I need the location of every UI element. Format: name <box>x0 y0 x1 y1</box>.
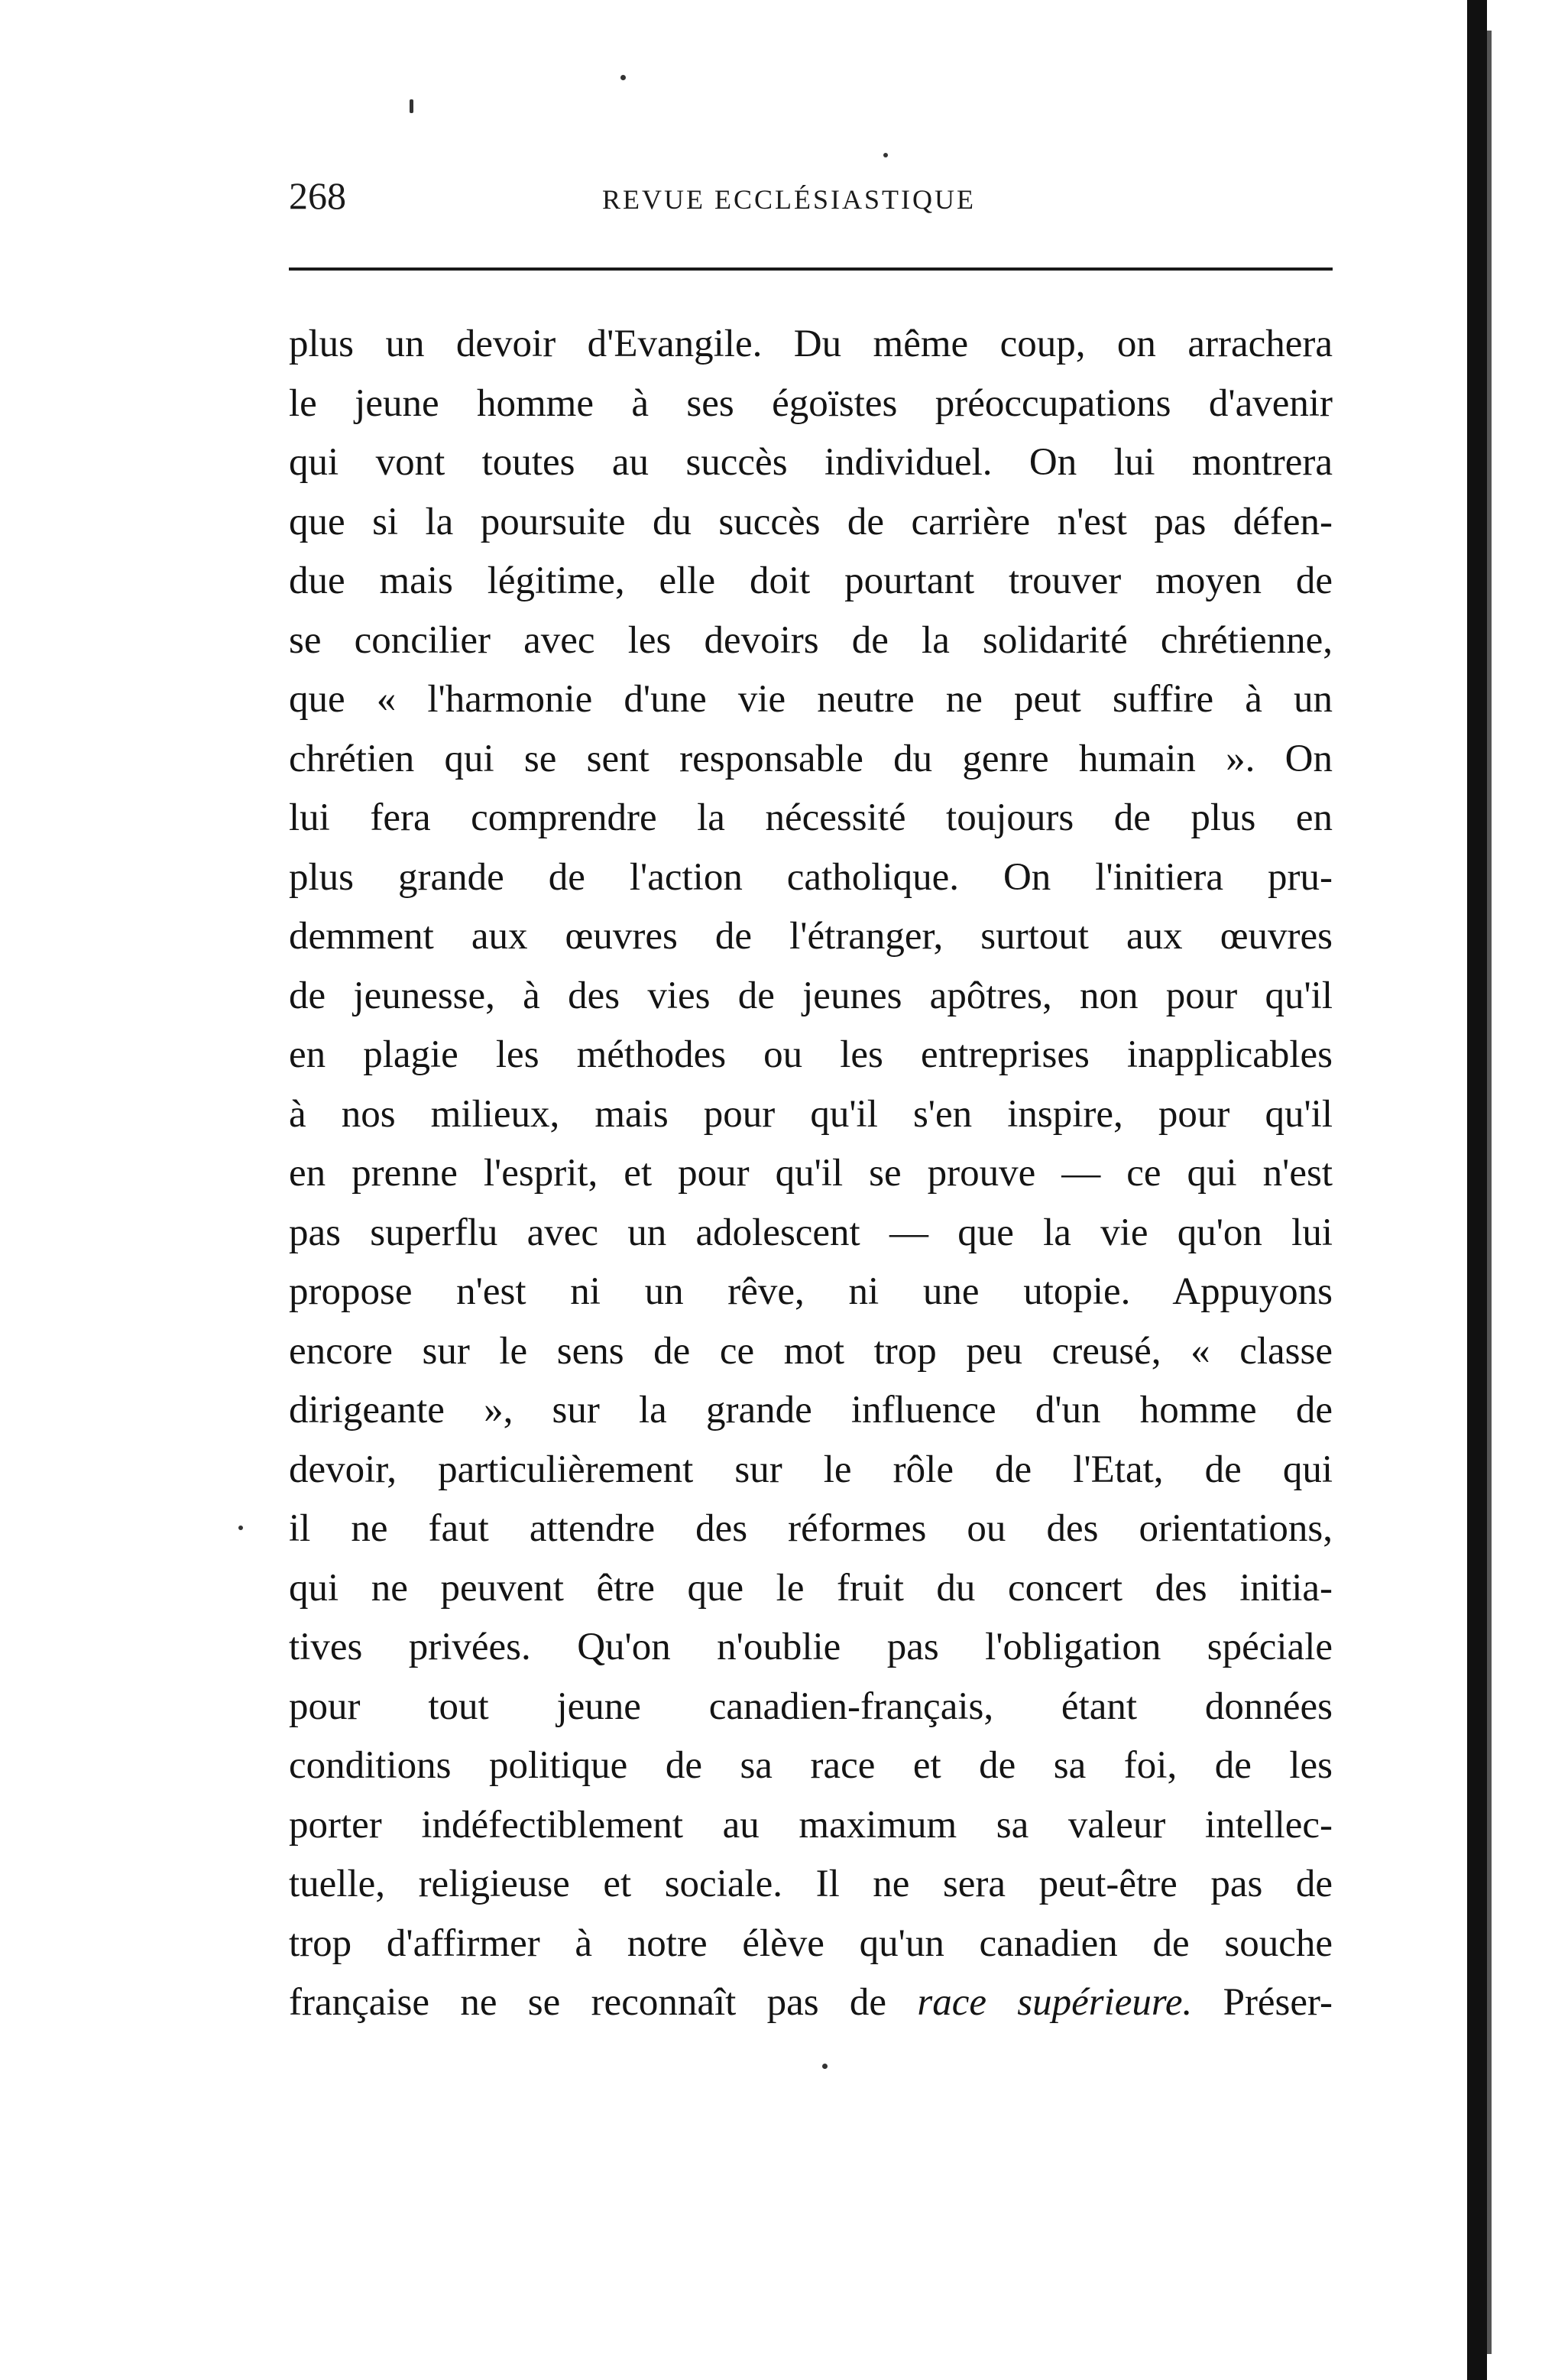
text-line: que si la poursuite du succès de carrière n'est pas défen- <box>289 500 1333 543</box>
text-line: qui ne peuvent être que le fruit du concert des initia- <box>289 1566 1333 1610</box>
running-title: REVUE ECCLÉSIASTIQUE <box>602 184 976 215</box>
text-line: de jeunesse, à des vies de jeunes apôtres, non pour qu'il <box>289 974 1333 1017</box>
text-line: dirigeante », sur la grande influence d'un homme de <box>289 1389 1333 1432</box>
text-line: porter indéfectiblement au maximum sa valeur intellec- <box>289 1803 1333 1847</box>
last-line-end: Préser- <box>1192 1981 1333 2024</box>
text-line: demment aux œuvres de l'étranger, surtout aux œuvres <box>289 915 1333 958</box>
page-number: 268 <box>289 174 346 217</box>
text-line: il ne faut attendre des réformes ou des orientations, <box>289 1507 1333 1550</box>
header-rule <box>289 268 1333 271</box>
text-line: tuelle, religieuse et sociale. Il ne sera peut-être pas de <box>289 1863 1333 1905</box>
scan-edge-shadow-inner <box>1487 31 1492 2354</box>
text-line: chrétien qui se sent responsable du genre humain ». On <box>289 737 1333 780</box>
text-line: propose n'est ni un rêve, ni une utopie. Appuyons <box>289 1270 1333 1313</box>
text-line: encore sur le sens de ce mot trop peu creusé, « classe <box>289 1329 1333 1373</box>
text-line: se concilier avec les devoirs de la solidarité chrétienne, <box>289 618 1333 662</box>
text-line: le jeune homme à ses égoïstes préoccupations d'avenir <box>289 381 1333 425</box>
text-line: conditions politique de sa race et de sa foi, de les <box>289 1744 1333 1787</box>
text-line: plus un devoir d'Evangile. Du même coup, on arrachera <box>289 323 1333 365</box>
text-line: qui vont toutes au succès individuel. On lui montrera <box>289 441 1333 484</box>
italic-phrase: race supérieure. <box>917 1981 1193 2024</box>
scan-speck <box>620 75 626 80</box>
scan-speck <box>883 153 888 157</box>
scan-speck <box>410 99 413 113</box>
text-line: pas superflu avec un adolescent — que la vie qu'on lui <box>289 1211 1333 1254</box>
text-line: trop d'affirmer à notre élève qu'un canadien de souche <box>289 1921 1333 1965</box>
text-line: plus grande de l'action catholique. On l'initiera pru- <box>289 855 1333 899</box>
last-line-start: française ne se reconnaît pas de <box>289 1981 918 2024</box>
text-line-last <box>289 1973 1333 2033</box>
text-line: en prenne l'esprit, et pour qu'il se prouve — ce qui n'est <box>289 1152 1333 1195</box>
page-header <box>289 173 1333 242</box>
text-line: tives privées. Qu'on n'oublie pas l'obligation spéciale <box>289 1626 1333 1668</box>
text-line: due mais légitime, elle doit pourtant trouver moyen de <box>289 559 1333 602</box>
text-line: pour tout jeune canadien-français, étant données <box>289 1684 1333 1728</box>
text-line: devoir, particulièrement sur le rôle de l'Etat, de qui <box>289 1448 1333 1491</box>
text-line: que « l'harmonie d'une vie neutre ne peut suffire à un <box>289 678 1333 721</box>
text-line: en plagie les méthodes ou les entreprises inapplicables <box>289 1033 1333 1076</box>
scan-speck <box>238 1526 243 1530</box>
text-line: lui fera comprendre la nécessité toujours de plus en <box>289 796 1333 839</box>
body-text <box>289 315 1333 2033</box>
text-line: à nos milieux, mais pour qu'il s'en inspire, pour qu'il <box>289 1092 1333 1136</box>
scan-edge-shadow <box>1467 0 1487 2380</box>
scan-speck <box>822 2064 828 2069</box>
